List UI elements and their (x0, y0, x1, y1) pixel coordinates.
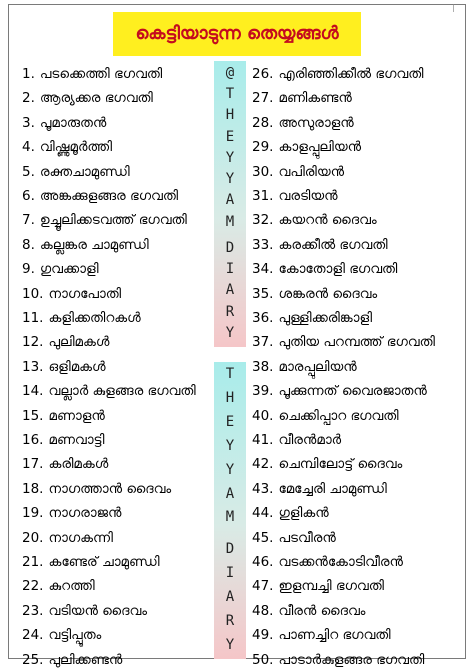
watermark-letter: T (225, 86, 235, 103)
item-number: 13. (22, 358, 44, 375)
list-item (22, 86, 153, 110)
item-number: 28. (252, 114, 274, 131)
item-name: മാരപ്പുലിയൻ (278, 358, 357, 375)
list-item (22, 501, 121, 525)
item-name: പൂക്കുന്നത് വൈരജാതൻ (278, 383, 427, 400)
list-item (22, 355, 106, 379)
item-number: 24. (22, 627, 44, 644)
item-number: 14. (22, 383, 44, 400)
item-name: പൂമാരുതൻ (39, 114, 107, 131)
item-name: എരിഞ്ഞിക്കീൽ ഭഗവതി (278, 66, 424, 82)
item-number: 34. (252, 261, 274, 278)
watermark-letter: I (225, 565, 235, 582)
item-name: വപിരിയൻ (278, 163, 345, 180)
item-name: നാഗത്താൻ ദൈവം (48, 480, 172, 497)
item-name: കാളപ്പുലിയൻ (278, 139, 362, 156)
item-name: വീരൻമാർ (278, 432, 342, 448)
item-name: വരടിയൻ (278, 188, 338, 204)
item-name: കളിക്കതിറകൾ (48, 310, 141, 326)
item-number: 30. (252, 163, 274, 180)
list-item (22, 404, 105, 428)
item-number: 17. (22, 456, 44, 473)
item-number: 32. (252, 212, 274, 229)
list-item (252, 428, 341, 452)
item-number: 11. (22, 310, 44, 326)
item-name: ചെമ്പിലോട്ട് ദൈവം (278, 456, 403, 473)
item-name: പടവീരൻ (278, 529, 336, 546)
watermark-letter: A (225, 589, 235, 606)
watermark-letter: Y (225, 636, 235, 653)
corner-mark: | (452, 3, 455, 12)
item-name: പുതിയ പറമ്പത്ത് ഭഗവതി (278, 334, 435, 351)
item-name: പാണച്ചിറ ഭഗവതി (278, 627, 391, 644)
item-name: നാഗകന്നി (48, 529, 113, 546)
list-item (252, 623, 391, 647)
item-number: 9. (22, 261, 35, 278)
list-item (22, 599, 147, 623)
item-name: പടക്കെത്തി ഭഗവതി (39, 66, 163, 82)
list-item (22, 257, 99, 281)
item-number: 16. (22, 432, 44, 448)
item-number: 50. (252, 651, 274, 668)
list-item (252, 477, 387, 501)
list-item (22, 233, 149, 257)
item-name: അസുരാളൻ (278, 114, 354, 131)
watermark-letter: Y (225, 437, 235, 454)
watermark-letter: M (225, 509, 235, 526)
item-name: ശങ്കരൻ ദൈവം (278, 285, 378, 302)
watermark-band-top (214, 61, 246, 347)
list-item (22, 550, 160, 574)
list-item (252, 306, 372, 330)
item-number: 18. (22, 480, 44, 497)
item-number: 37. (252, 334, 274, 351)
list-item (22, 574, 95, 598)
watermark-letter: Y (225, 324, 235, 341)
list-item (22, 477, 171, 501)
watermark-letter: A (225, 192, 235, 209)
watermark-letter: Y (225, 461, 235, 478)
item-name: വീരൻ ദൈവം (278, 602, 366, 619)
item-number: 41. (252, 432, 274, 448)
list-item (22, 306, 141, 330)
item-number: 15. (22, 407, 44, 424)
list-item (22, 526, 113, 550)
item-number: 36. (252, 310, 274, 326)
list-item (22, 135, 112, 159)
item-number: 6. (22, 188, 35, 204)
watermark-letter: T (225, 366, 235, 382)
list-item (252, 501, 329, 525)
list-item (22, 282, 121, 306)
list-item (22, 623, 101, 647)
list-item (22, 208, 187, 232)
item-name: കല്ലങ്കര ചാമുണ്ഡി (39, 236, 149, 253)
list-item (252, 282, 377, 306)
list-item (252, 135, 361, 159)
item-number: 49. (252, 627, 274, 644)
item-number: 40. (252, 407, 274, 424)
item-number: 44. (252, 505, 274, 522)
item-number: 12. (22, 334, 44, 351)
list-item (252, 330, 435, 354)
item-name: ഗുളികൻ (278, 505, 329, 522)
list-item (252, 208, 377, 232)
item-name: വല്ലാർ കുളങ്ങര ഭഗവതി (48, 383, 196, 400)
list-item (252, 550, 403, 574)
item-number: 21. (22, 554, 44, 570)
item-number: 43. (252, 480, 274, 497)
watermark-letter: A (225, 282, 235, 299)
item-number: 19. (22, 505, 44, 522)
watermark-letter: Y (225, 149, 235, 166)
list-item (22, 62, 162, 86)
list-item (252, 574, 384, 598)
item-number: 1. (22, 66, 35, 82)
item-number: 3. (22, 114, 35, 131)
item-number: 48. (252, 602, 274, 619)
item-number: 26. (252, 66, 274, 82)
item-number: 7. (22, 212, 35, 229)
item-name: കരിമകൾ (48, 456, 109, 473)
item-name: മണാളൻ (48, 407, 105, 424)
item-number: 4. (22, 139, 35, 156)
list-item (252, 599, 365, 623)
list-item (252, 379, 427, 403)
item-name: പാടാർകുളങ്ങര ഭഗവതി (278, 651, 425, 668)
item-number: 5. (22, 163, 35, 180)
watermark-letter: D (225, 541, 235, 558)
item-name: ചെക്കിപ്പാറ ഭഗവതി (278, 407, 399, 424)
item-number: 42. (252, 456, 274, 473)
list-item (252, 111, 354, 135)
item-number: 27. (252, 90, 274, 107)
watermark-letter: H (225, 389, 235, 406)
list-item (252, 184, 338, 208)
list-item (22, 184, 178, 208)
list-item (22, 648, 122, 672)
watermark-letter: R (225, 612, 235, 629)
list-item (22, 111, 106, 135)
item-number: 29. (252, 139, 274, 156)
item-number: 25. (22, 651, 44, 668)
item-name: കുറത്തി (48, 578, 95, 595)
item-name: കയറൻ ദൈവം (278, 212, 377, 229)
item-number: 39. (252, 383, 274, 400)
list-item (252, 452, 402, 476)
item-name: പുള്ളിക്കരിങ്കാളി (278, 310, 373, 326)
item-name: നാഗപോതി (48, 285, 121, 302)
item-name: പുലിമകൾ (48, 334, 110, 351)
item-number: 8. (22, 236, 35, 253)
item-name: പുലിക്കണ്ടൻ (48, 651, 123, 668)
item-number: 10. (22, 285, 44, 302)
item-name: മണവാട്ടി (48, 432, 105, 448)
item-name: വട്ടിപ്പൂതം (48, 627, 102, 644)
watermark-letter: Y (225, 171, 235, 188)
list-item (252, 62, 423, 86)
list-item (252, 526, 336, 550)
watermark-letter: R (225, 303, 235, 320)
list-item (252, 404, 399, 428)
item-name: മണികണ്ടൻ (278, 90, 352, 107)
list-item (22, 379, 196, 403)
item-name: മേച്ചേരി ചാമുണ്ഡി (278, 480, 387, 497)
item-name: രക്തചാമുണ്ഡി (39, 163, 130, 180)
list-item (252, 257, 397, 281)
list-item (22, 330, 109, 354)
list-item (22, 428, 104, 452)
list-item (252, 233, 388, 257)
item-number: 45. (252, 529, 274, 546)
item-name: വടിയൻ ദൈവം (48, 602, 147, 619)
watermark-letter: I (225, 261, 235, 278)
item-number: 23. (22, 602, 44, 619)
watermark-letter: E (225, 413, 235, 430)
list-item (252, 648, 424, 672)
list-item (22, 452, 108, 476)
list-item (22, 160, 130, 184)
item-number: 38. (252, 358, 274, 375)
item-name: അങ്കക്കുളങ്ങര ഭഗവതി (39, 188, 179, 204)
item-number: 31. (252, 188, 274, 204)
item-name: ഗുവക്കാളി (39, 261, 99, 278)
list-item (252, 355, 357, 379)
watermark-letter: H (225, 107, 235, 124)
item-name: ആര്യക്കര ഭഗവതി (39, 90, 153, 107)
watermark-letter: E (225, 128, 235, 145)
item-name: വടക്കൻകോടിവീരൻ (278, 554, 403, 570)
item-number: 47. (252, 578, 274, 595)
watermark-letter: @ (225, 65, 235, 81)
item-number: 20. (22, 529, 44, 546)
watermark-band-bottom (214, 362, 246, 659)
item-number: 22. (22, 578, 44, 595)
watermark-letter: A (225, 485, 235, 502)
item-name: ഒളിമകൾ (48, 358, 106, 375)
item-name: ഉച്ചൂലിക്കടവത്ത് ഭഗവതി (39, 212, 187, 229)
list-item (252, 160, 344, 184)
item-number: 33. (252, 236, 274, 253)
item-number: 2. (22, 90, 35, 107)
item-name: കണ്ടേര് ചാമുണ്ഡി (48, 554, 160, 570)
item-name: കോതോളി ഭഗവതി (278, 261, 398, 278)
watermark-letter: M (225, 213, 235, 230)
item-name: കരക്കീൽ ഭഗവതി (278, 236, 388, 253)
page-title: കെട്ടിയാടുന്ന തെയ്യങ്ങൾ (113, 12, 361, 56)
watermark-letter: D (225, 239, 235, 256)
item-name: ഇളമ്പച്ചി ഭഗവതി (278, 578, 384, 595)
list-item (252, 86, 352, 110)
item-name: നാഗരാജൻ (48, 505, 122, 522)
item-name: വിഷ്ണുമൂർത്തി (39, 139, 113, 156)
item-number: 35. (252, 285, 274, 302)
item-number: 46. (252, 554, 274, 570)
